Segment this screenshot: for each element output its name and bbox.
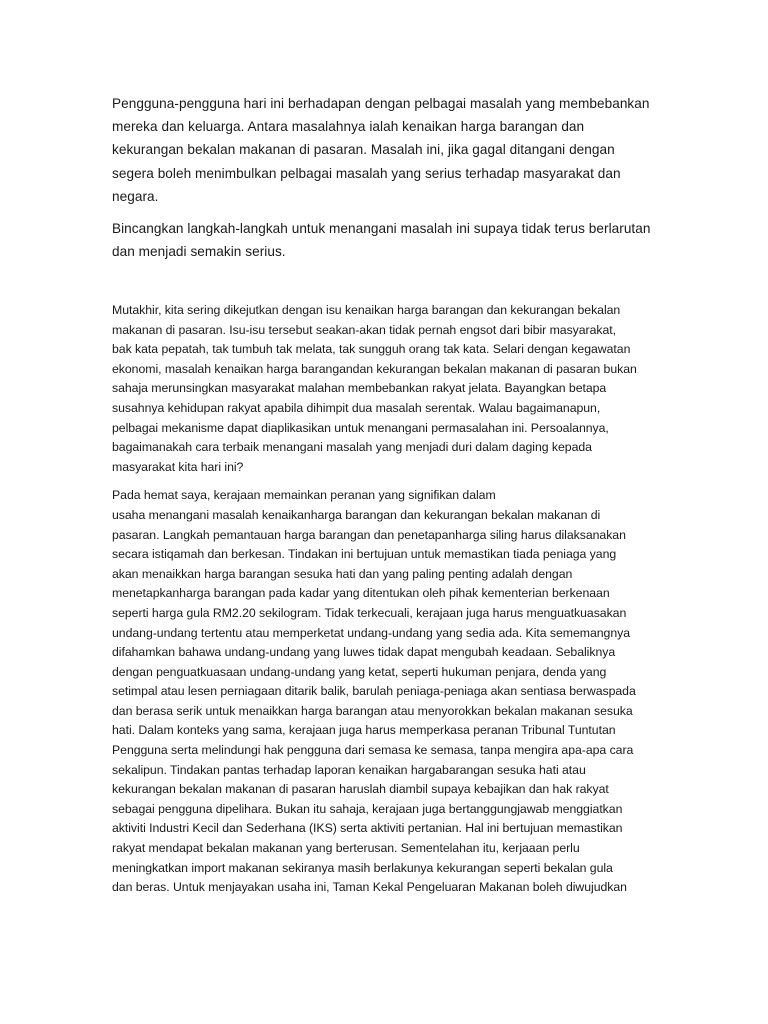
essay-body bbox=[112, 301, 660, 907]
text-line: aktiviti Industri Kecil dan Sederhana (IKS) serta aktiviti pertanian. Hal ini bertujuan memastikan bbox=[112, 821, 623, 836]
question-paragraph bbox=[112, 92, 660, 208]
essay-question bbox=[112, 92, 660, 272]
text-line: makanan di pasaran. Isu-isu tersebut seakan-akan tidak pernah engsot dari bibir masyarakat, bbox=[112, 322, 617, 337]
text-line: susahnya kehidupan rakyat apabila dihimpit dua masalah serentak. Walau bagaimanapun, bbox=[112, 400, 601, 415]
text-line: pasaran. Langkah pemantauan harga barangan dan penetapanharga siling harus dilaksanakan bbox=[112, 527, 626, 542]
text-line: difahamkan bahawa undang-undang yang luwes tidak dapat mengubah keadaan. Sebaliknya bbox=[112, 645, 616, 660]
text-line: dan beras. Untuk menjayakan usaha ini, Taman Kekal Pengeluaran Makanan boleh diwujudkan bbox=[112, 880, 627, 895]
text-line: sebagai pengguna dipelihara. Bukan itu sahaja, kerajaan juga bertanggungjawab menggiatkan bbox=[112, 801, 623, 816]
text-line: Pada hemat saya, kerajaan memainkan peranan yang signifikan dalam bbox=[112, 488, 496, 503]
text-line: ekonomi, masalah kenaikan harga barangandan kekurangan bekalan makanan di pasaran bukan bbox=[112, 361, 637, 376]
text-line: Mutakhir, kita sering dikejutkan dengan isu kenaikan harga barangan dan kekurangan bekalan bbox=[112, 303, 621, 317]
text-line: dan berasa serik untuk menaikkan harga barangan atau menyorokkan bekalan makanan sesuka bbox=[112, 703, 633, 718]
text-line: rakyat mendapat bekalan makanan yang berterusan. Sementelahan itu, kerjaaan perlu bbox=[112, 841, 580, 856]
text-line: sekalipun. Tindakan pantas terhadap laporan kenaikan hargabarangan sesuka hati atau bbox=[112, 762, 586, 777]
text-line: segera boleh menimbulkan pelbagai masalah yang serius terhadap masyarakat dan bbox=[112, 165, 621, 181]
text-line: usaha menangani masalah kenaikanharga barangan dan kekurangan bekalan makanan di bbox=[112, 507, 601, 522]
text-line: mereka dan keluarga. Antara masalahnya ialah kenaikan harga barangan dan bbox=[112, 119, 585, 135]
text-line: seperti harga gula RM2.20 sekilogram. Tidak terkecuali, kerajaan juga harus menguatkuasakan bbox=[112, 605, 627, 620]
text-line: bak kata pepatah, tak tumbuh tak melata, tak sungguh orang tak kata. Selari dengan kegawatan bbox=[112, 342, 631, 357]
text-line: dan menjadi semakin serius. bbox=[112, 244, 286, 260]
text-line: bagaimanakah cara terbaik menangani masalah yang menjadi duri dalam daging kepada bbox=[112, 440, 592, 455]
text-line: Pengguna-pengguna hari ini berhadapan dengan pelbagai masalah yang membebankan bbox=[112, 96, 650, 111]
body-paragraph bbox=[112, 486, 660, 897]
text-line: masyarakat kita hari ini? bbox=[112, 459, 244, 474]
text-line: setimpal atau lesen perniagaan ditarik balik, barulah peniaga-peniaga akan sentiasa berwaspada bbox=[112, 684, 636, 699]
text-line: akan menaikkan harga barangan sesuka hati dan yang paling penting adalah dengan bbox=[112, 566, 573, 581]
text-line: Pengguna serta melindungi hak pengguna dari semasa ke semasa, tanpa mengira apa-apa cara bbox=[112, 743, 634, 758]
text-line: Bincangkan langkah-langkah untuk menangani masalah ini supaya tidak terus berlarutan bbox=[112, 221, 651, 237]
text-line: meningkatkan import makanan sekiranya masih berlakunya kekurangan seperti bekalan gula bbox=[112, 860, 613, 875]
text-line: undang-undang tertentu atau memperketat undang-undang yang sedia ada. Kita sememangnya bbox=[112, 625, 631, 640]
question-instruction bbox=[112, 217, 660, 263]
introduction-paragraph bbox=[112, 301, 660, 477]
text-line: menetapkanharga barangan pada kadar yang ditentukan oleh pihak kementerian berkenaan bbox=[112, 586, 610, 601]
text-line: negara. bbox=[112, 188, 159, 204]
text-line: dengan penguatkuasaan undang-undang yang ketat, seperti hukuman penjara, denda yang bbox=[112, 664, 607, 679]
text-line: sahaja merunsingkan masyarakat malahan membebankan rakyat jelata. Bayangkan betapa bbox=[112, 381, 607, 396]
text-line: pelbagai mekanisme dapat diaplikasikan untuk menangani permasalahan ini. Persoalannya, bbox=[112, 420, 609, 435]
text-line: secara istiqamah dan berkesan. Tindakan ini bertujuan untuk memastikan tiada peniaga yang bbox=[112, 547, 617, 562]
text-line: kekurangan bekalan makanan di pasaran. Masalah ini, jika gagal ditangani dengan bbox=[112, 142, 615, 158]
text-line: kekurangan bekalan makanan di pasaran haruslah diambil supaya kebajikan dan hak rakyat bbox=[112, 782, 609, 797]
text-line: hati. Dalam konteks yang sama, kerajaan juga harus memperkasa peranan Tribunal Tuntutan bbox=[112, 723, 616, 738]
